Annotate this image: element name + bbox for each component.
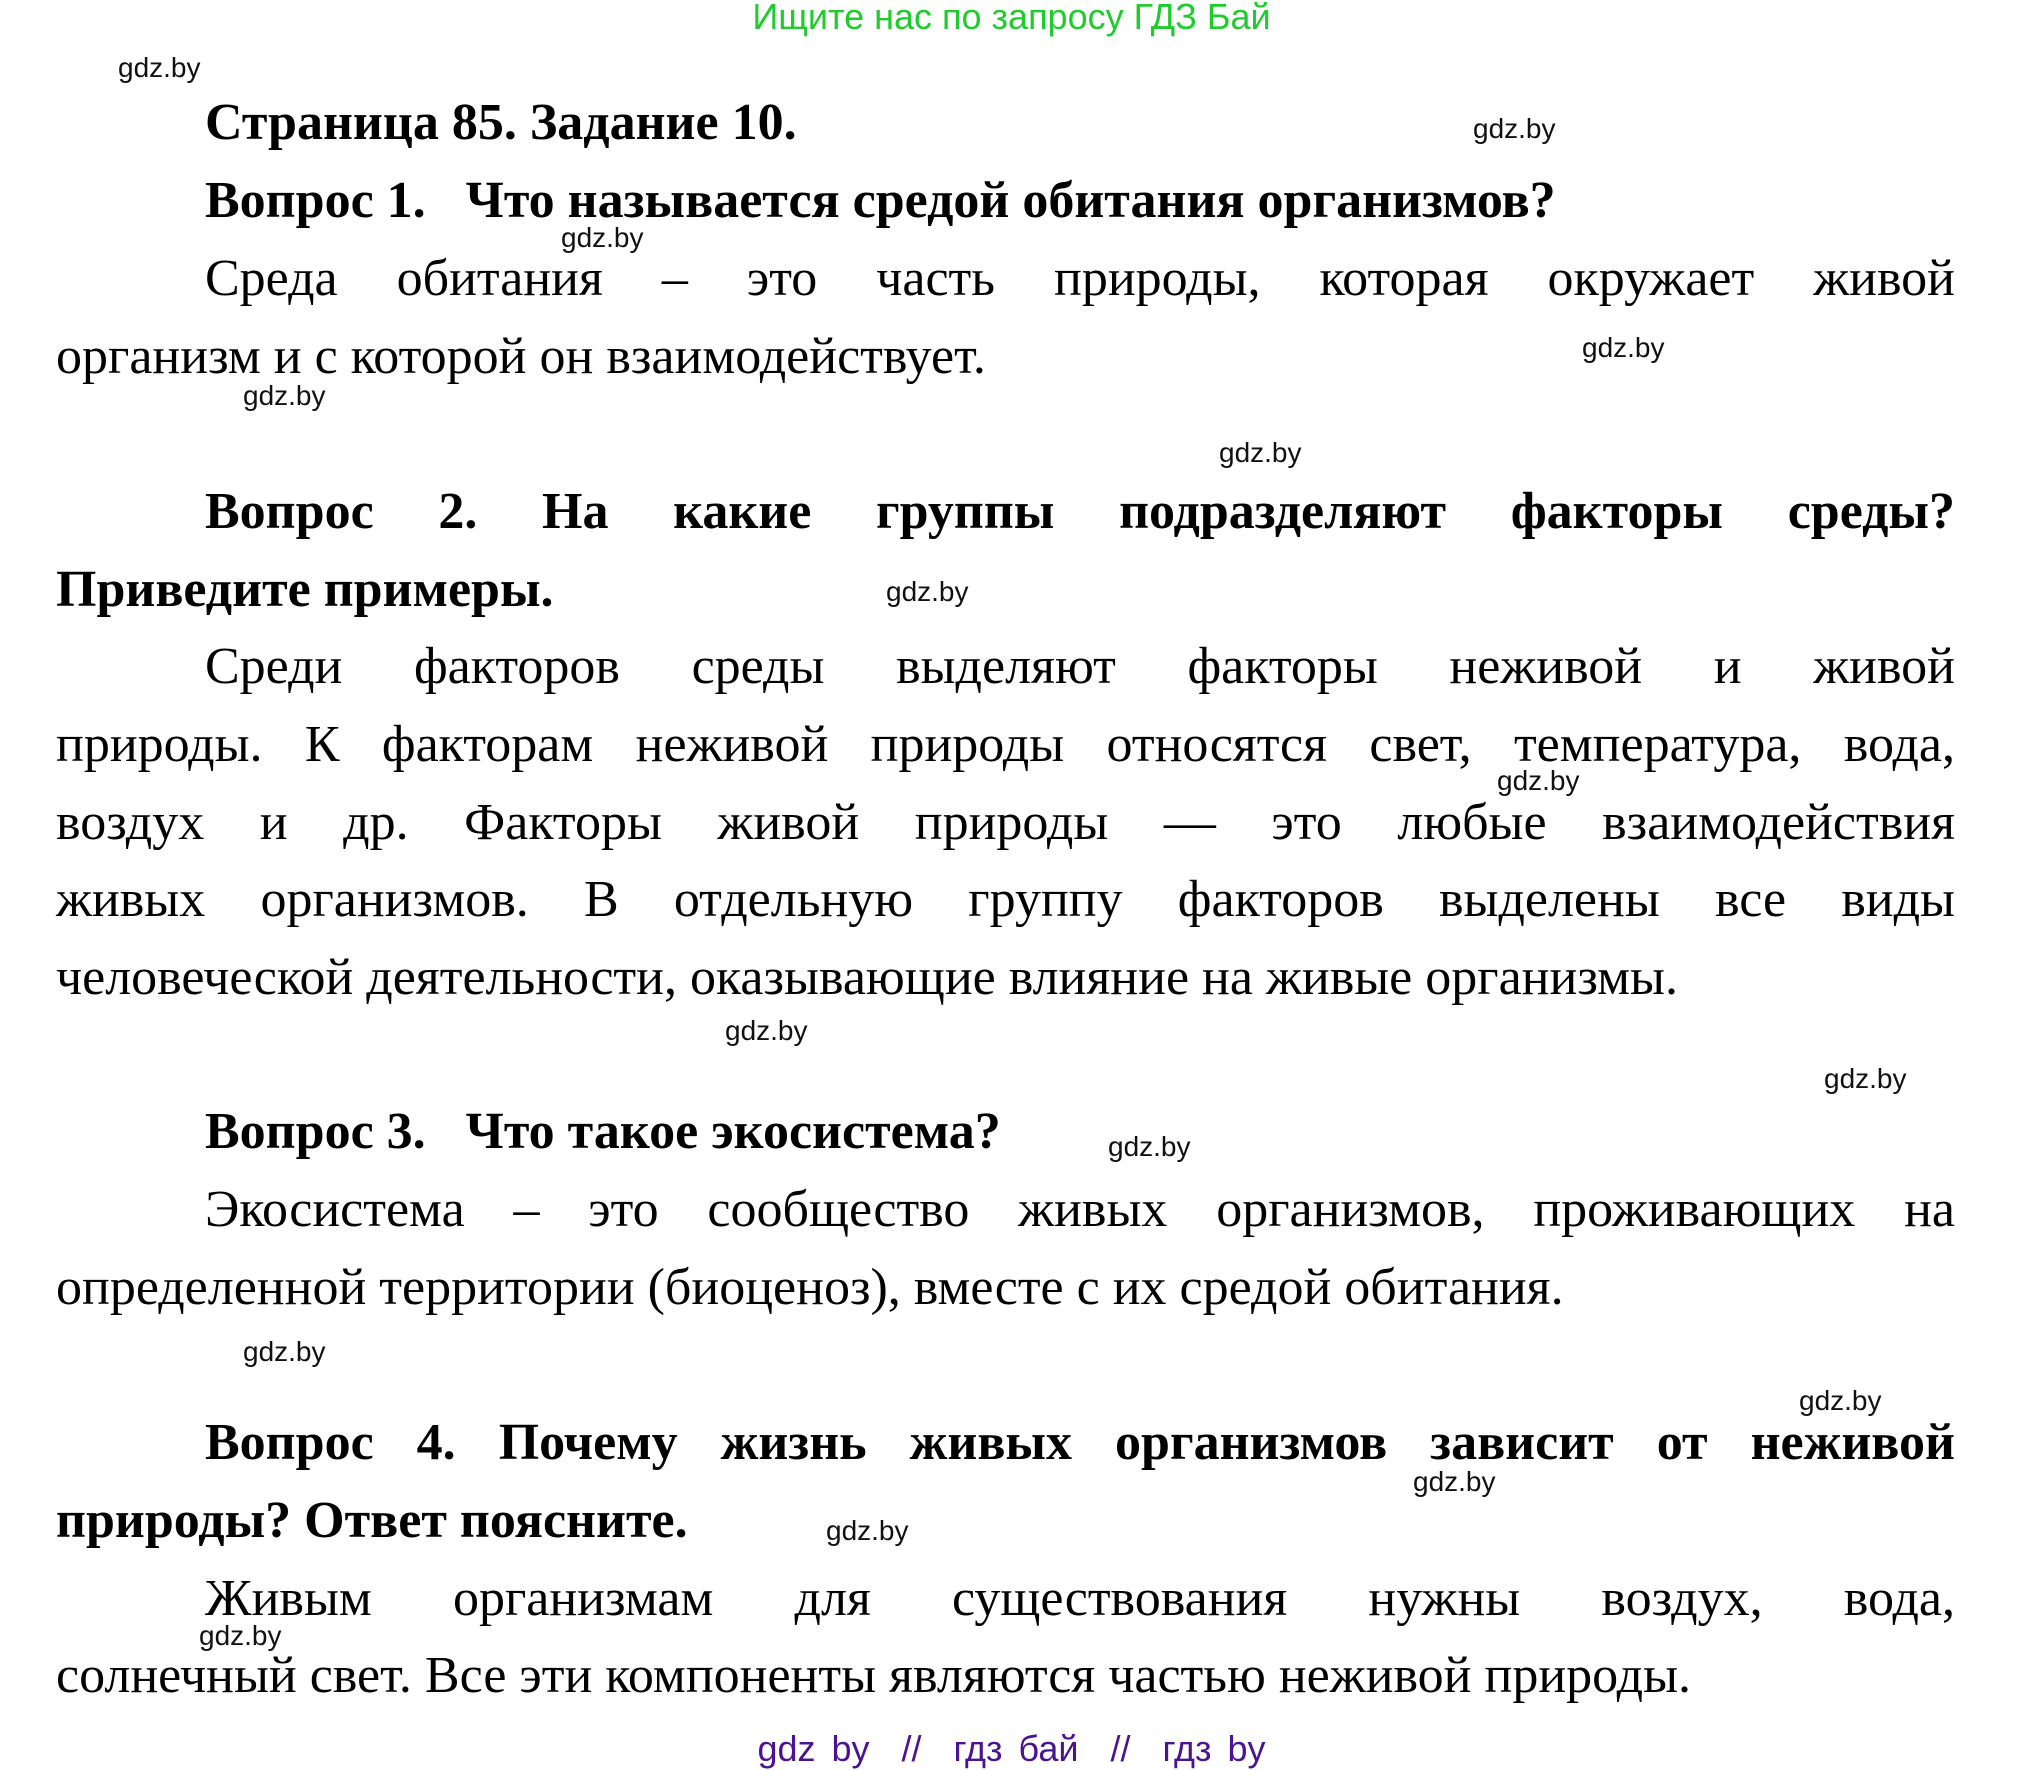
footer-links: gdz by // гдз бай // гдз by: [757, 1728, 1266, 1769]
watermark: gdz.by: [1108, 1131, 1191, 1162]
question-text: природы? Ответ поясните.: [56, 1492, 688, 1549]
question-text: Что такое экосистема?: [465, 1103, 1001, 1160]
question-text: Приведите примеры.: [56, 561, 554, 618]
answer-line: Среди факторов среды выделяют факторы неживой и живой: [205, 638, 1955, 695]
answer-line: солнечный свет. Все эти компоненты являются частью неживой природы.: [56, 1647, 1692, 1704]
question-text: Почему жизнь живых организмов зависит от неживой: [498, 1414, 1955, 1471]
answer-line: определенной территории (биоценоз), вместе с их средой обитания.: [56, 1259, 1564, 1316]
question-label: Вопрос 1.: [205, 172, 426, 229]
watermark: gdz.by: [1824, 1063, 1907, 1094]
answer-line: природы. К факторам неживой природы относятся свет, температура, вода,: [56, 716, 1955, 773]
watermark: gdz.by: [1413, 1466, 1496, 1497]
question-heading: [205, 1102, 1001, 1162]
question-heading: [205, 171, 1556, 231]
question-heading: [205, 482, 1955, 542]
answer-line: Экосистема – это сообщество живых организмов, проживающих на: [205, 1181, 1955, 1238]
question-label: Вопрос 4.: [205, 1414, 456, 1471]
answer-line: воздух и др. Факторы живой природы — это любые взаимодействия: [56, 794, 1955, 851]
answer-line: человеческой деятельности, оказывающие влияние на живые организмы.: [56, 949, 1678, 1006]
watermark: gdz.by: [886, 576, 969, 607]
watermark: gdz.by: [118, 52, 201, 83]
search-hint-banner: Ищите нас по запросу ГДЗ Бай: [752, 0, 1271, 37]
question-text: Что называется средой обитания организмов?: [465, 172, 1556, 229]
watermark: gdz.by: [1582, 332, 1665, 363]
answer-line: Живым организмам для существования нужны воздух, вода,: [205, 1570, 1955, 1627]
question-label: Вопрос 2.: [205, 483, 478, 540]
question-text: На какие группы подразделяют факторы среды?: [542, 483, 1955, 540]
watermark: gdz.by: [1219, 437, 1302, 468]
question-heading: [205, 1413, 1955, 1473]
watermark: gdz.by: [1473, 113, 1556, 144]
answer-line: живых организмов. В отдельную группу факторов выделены все виды: [56, 871, 1955, 928]
answer-line: Среда обитания – это часть природы, которая окружает живой: [205, 250, 1955, 307]
question-label: Вопрос 3.: [205, 1103, 426, 1160]
watermark: gdz.by: [561, 222, 644, 253]
watermark: gdz.by: [199, 1620, 282, 1651]
watermark: gdz.by: [1497, 765, 1580, 796]
watermark: gdz.by: [725, 1015, 808, 1046]
watermark: gdz.by: [826, 1515, 909, 1546]
watermark: gdz.by: [243, 1336, 326, 1367]
answer-line: организм и с которой он взаимодействует.: [56, 328, 986, 385]
watermark: gdz.by: [1799, 1385, 1882, 1416]
watermark: gdz.by: [243, 380, 326, 411]
page-title: Страница 85. Задание 10.: [205, 94, 797, 151]
